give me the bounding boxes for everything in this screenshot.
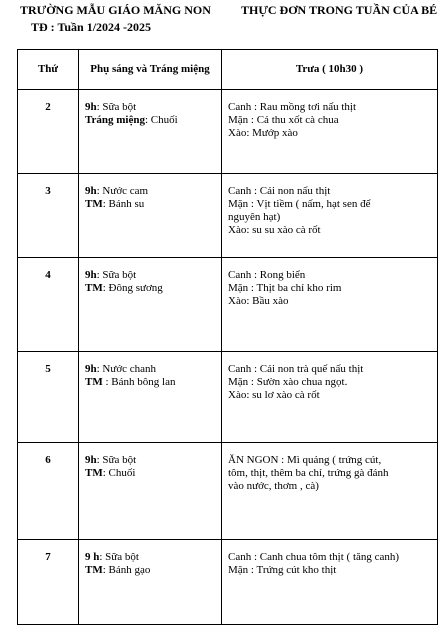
dessert-item: : Chuối [102,467,136,479]
school-name: TRƯỜNG MẪU GIÁO MĂNG NON [20,3,211,17]
snack-cell [79,90,222,174]
lunch-cell [222,540,438,625]
snack-item: : Sữa bột [96,101,137,113]
table-row [18,90,438,174]
lunch-stirfry: Xào: Mướp xào [228,127,298,139]
lunch-cell [222,443,438,540]
snack-item: : Sữa bột [96,269,137,281]
table-row [18,258,438,352]
dessert-item: : Bánh su [102,198,145,210]
snack-cell [79,540,222,625]
lunch-soup: Canh : Rau mồng tơi nấu thịt [228,101,357,113]
snack-cell [79,352,222,443]
dessert-item: : Chuối [145,114,178,126]
snack-time: 9 h [85,551,100,563]
lunch-cell [222,258,438,352]
column-header-day: Thứ [18,50,79,90]
snack-item: : Sữa bột [96,454,137,466]
snack-time: 9h [85,454,97,466]
table-header-row [18,50,438,90]
lunch-soup: Canh : Rong biển [228,269,306,281]
lunch-main: Mặn : Cá thu xốt cà chua [228,114,339,126]
lunch-cell [222,90,438,174]
dessert-label: TM [85,467,103,479]
lunch-special: ĂN NGON : Mì quảng ( trứng cút, [228,454,382,466]
snack-cell [79,443,222,540]
dessert-label: Tráng miệng [85,114,145,126]
day-cell: 2 [18,90,79,174]
day-cell: 3 [18,174,79,258]
snack-cell [79,174,222,258]
dessert-item: : Bánh gạo [102,564,151,576]
snack-item: : Nước cam [96,185,149,197]
lunch-cell [222,352,438,443]
weekly-menu-table [17,49,438,625]
lunch-main: Mặn : Trứng cút kho thịt [228,564,337,576]
table-row [18,352,438,443]
day-cell: 7 [18,540,79,625]
snack-time: 9h [85,363,97,375]
lunch-stirfry: Xào: su lơ xào cà rốt [228,389,320,401]
dessert-label: TM [85,564,103,576]
day-cell: 5 [18,352,79,443]
lunch-special-cont: vào nước, thơm , cà) [228,480,319,492]
lunch-special-cont: tôm, thịt, thêm ba chỉ, trứng gà đánh [228,467,389,479]
lunch-soup: Canh : Cải non trà quế nấu thịt [228,363,364,375]
lunch-main: Mặn : Sườn xào chua ngọt. [228,376,348,388]
table-row [18,540,438,625]
snack-item: : Nước chanh [96,363,157,375]
lunch-cell [222,174,438,258]
dessert-item: : Đông sương [102,282,163,294]
dessert-label: TM [85,198,103,210]
lunch-main: Mặn : Thịt ba chỉ kho rim [228,282,342,294]
lunch-stirfry: Xào: su su xào cà rốt [228,224,321,236]
week-label: TĐ : Tuần 1/2024 -2025 [31,20,152,34]
snack-time: 9h [85,185,97,197]
day-cell: 4 [18,258,79,352]
dessert-item: : Bánh bông lan [102,376,176,388]
table-row [18,174,438,258]
lunch-stirfry: Xào: Bầu xào [228,295,289,307]
snack-time: 9h [85,269,97,281]
snack-cell [79,258,222,352]
column-header-snack: Phụ sáng và Tráng miệng [79,50,222,90]
dessert-label: TM [85,282,103,294]
menu-title: THỰC ĐƠN TRONG TUẦN CỦA BÉ [241,3,438,17]
lunch-soup: Canh : Cải non nấu thịt [228,185,331,197]
dessert-label: TM [85,376,103,388]
column-header-lunch: Trưa ( 10h30 ) [222,50,438,90]
lunch-main-cont: nguyên hạt) [228,211,281,223]
lunch-soup: Canh : Canh chua tôm thịt ( tăng canh) [228,551,400,563]
day-cell: 6 [18,443,79,540]
table-row [18,443,438,540]
lunch-main: Mặn : Vịt tiềm ( nấm, hạt sen để [228,198,371,210]
snack-item: : Sữa bột [99,551,139,563]
snack-time: 9h [85,101,97,113]
